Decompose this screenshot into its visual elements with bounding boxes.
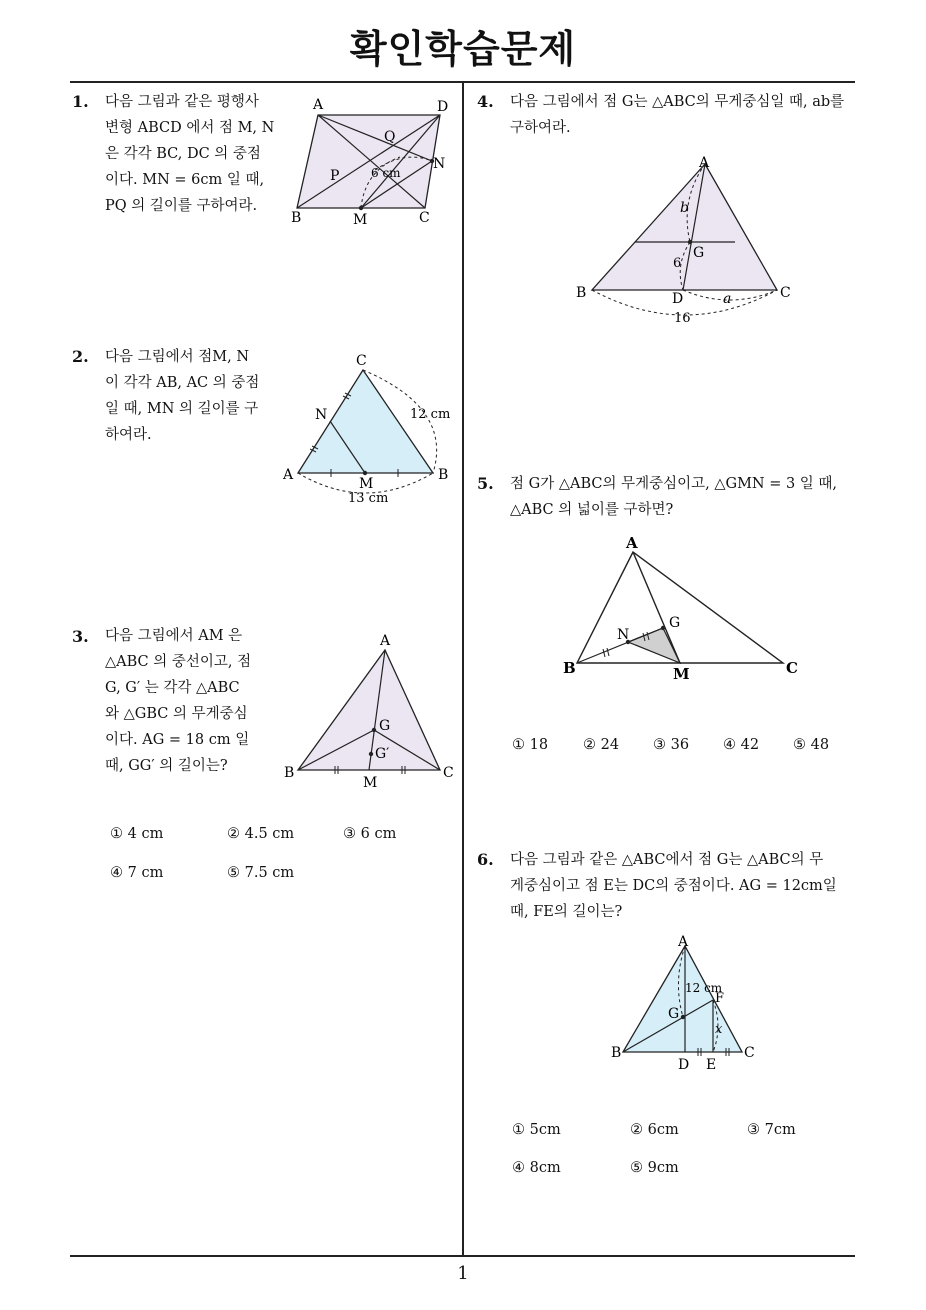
figure-parallelogram bbox=[285, 95, 460, 230]
problem-number: 1. bbox=[72, 92, 89, 111]
fig-label: M bbox=[673, 665, 690, 683]
problem-text bbox=[105, 344, 275, 448]
problem-text bbox=[105, 89, 275, 219]
choice-1[interactable]: ① 18 bbox=[512, 737, 549, 753]
choice-2[interactable]: ② 6cm bbox=[630, 1122, 679, 1138]
text-line: 이다. AG = 18 cm 일 bbox=[105, 732, 250, 748]
problem-number: 4. bbox=[477, 92, 494, 111]
fig-label: D bbox=[672, 291, 684, 307]
fig-label: G bbox=[668, 1006, 680, 1022]
text-line: 하여라. bbox=[105, 427, 152, 443]
fig-label: D bbox=[678, 1057, 690, 1073]
fig-label: Q bbox=[384, 129, 396, 145]
fig-label: G bbox=[669, 615, 681, 631]
fig-label: N bbox=[315, 407, 328, 423]
fig-label: E bbox=[706, 1057, 717, 1073]
fig-label: A bbox=[313, 97, 324, 113]
problem-number: 5. bbox=[477, 474, 494, 493]
fig-label: N bbox=[617, 627, 630, 643]
problem-text bbox=[105, 623, 265, 779]
text-line: PQ 의 길이를 구하여라. bbox=[105, 198, 258, 214]
text-line: 때, GG′ 의 길이는? bbox=[105, 758, 228, 774]
figure-triangle-gmn bbox=[555, 532, 805, 687]
fig-label: G′ bbox=[375, 746, 390, 762]
fig-label: M bbox=[359, 476, 374, 492]
text-line: G, G′ 는 각각 △ABC bbox=[105, 680, 240, 696]
fig-label: P bbox=[330, 168, 340, 184]
problem-number: 3. bbox=[72, 627, 89, 646]
figure-triangle-fe bbox=[605, 932, 765, 1077]
choice-5[interactable]: ⑤ 9cm bbox=[630, 1160, 679, 1176]
choice-4[interactable]: ④ 42 bbox=[723, 737, 760, 753]
text-line: 때, FE의 길이는? bbox=[510, 904, 623, 920]
figure-triangle-parallel bbox=[570, 150, 800, 330]
text-line: △ABC 의 넓이를 구하면? bbox=[510, 502, 674, 518]
fig-label: 12 cm bbox=[410, 407, 451, 422]
fig-label: A bbox=[699, 155, 710, 171]
problem-text bbox=[510, 847, 860, 925]
choice-3[interactable]: ③ 36 bbox=[653, 737, 690, 753]
fig-label: M bbox=[363, 775, 378, 791]
choice-3[interactable]: ③ 6 cm bbox=[343, 826, 397, 842]
fig-label: N bbox=[433, 156, 446, 172]
fig-label: C bbox=[786, 659, 798, 677]
problem-text bbox=[510, 89, 860, 141]
fig-label: 12 cm bbox=[685, 981, 723, 995]
text-line: 은 각각 BC, DC 의 중점 bbox=[105, 146, 261, 162]
choice-5[interactable]: ⑤ 48 bbox=[793, 737, 830, 753]
fig-label: x bbox=[715, 1022, 723, 1037]
choice-3[interactable]: ③ 7cm bbox=[747, 1122, 796, 1138]
fig-label: B bbox=[563, 659, 576, 677]
fig-label: B bbox=[576, 285, 587, 301]
fig-label: D bbox=[437, 99, 449, 115]
figure-triangle-midpoints bbox=[278, 348, 458, 508]
fig-label: M bbox=[353, 212, 368, 228]
fig-label: B bbox=[284, 765, 295, 781]
text-line: 이 각각 AB, AC 의 중점 bbox=[105, 375, 260, 391]
choice-1[interactable]: ① 5cm bbox=[512, 1122, 561, 1138]
fig-label: a bbox=[723, 291, 732, 307]
choice-2[interactable]: ② 4.5 cm bbox=[227, 826, 295, 842]
fig-label: B bbox=[611, 1045, 622, 1061]
text-line: 게중심이고 점 E는 DC의 중점이다. AG = 12cm일 bbox=[510, 878, 837, 894]
choice-5[interactable]: ⑤ 7.5 cm bbox=[227, 865, 295, 881]
column-divider bbox=[462, 83, 464, 1257]
fig-label: C bbox=[780, 285, 791, 301]
text-line: 일 때, MN 의 길이를 구 bbox=[105, 401, 259, 417]
fig-label: C bbox=[356, 353, 367, 369]
problem-number: 2. bbox=[72, 347, 89, 366]
bottom-rule bbox=[70, 1255, 855, 1257]
fig-label: A bbox=[283, 467, 294, 483]
text-line: △ABC 의 중선이고, 점 bbox=[105, 654, 252, 670]
choice-4[interactable]: ④ 7 cm bbox=[110, 865, 164, 881]
choice-1[interactable]: ① 4 cm bbox=[110, 826, 164, 842]
fig-label: F bbox=[715, 991, 725, 1006]
fig-label: B bbox=[291, 210, 302, 226]
fig-label: C bbox=[744, 1045, 755, 1061]
fig-label: G bbox=[693, 245, 705, 261]
text-line: 다음 그림에서 점M, N bbox=[105, 349, 250, 365]
fig-label: 6 cm bbox=[371, 166, 401, 180]
text-line: 와 △GBC 의 무게중심 bbox=[105, 706, 248, 722]
text-line: 변형 ABCD 에서 점 M, N bbox=[105, 120, 275, 136]
choice-4[interactable]: ④ 8cm bbox=[512, 1160, 561, 1176]
fig-label: 13 cm bbox=[348, 491, 389, 506]
problem-number: 6. bbox=[477, 850, 494, 869]
figure-triangle-centroids bbox=[280, 630, 460, 795]
problem-text bbox=[510, 471, 860, 523]
fig-label: G bbox=[379, 718, 391, 734]
text-line: 다음 그림에서 점 G는 △ABC의 무게중심일 때, ab를 bbox=[510, 94, 845, 110]
fig-label: A bbox=[380, 633, 391, 649]
text-line: 점 G가 △ABC의 무게중심이고, △GMN = 3 일 때, bbox=[510, 476, 838, 492]
fig-label: 16 bbox=[674, 311, 691, 326]
page-title: 확인학습문제 bbox=[349, 27, 577, 71]
fig-label: C bbox=[443, 765, 454, 781]
text-line: 구하여라. bbox=[510, 120, 571, 136]
fig-label: B bbox=[438, 467, 449, 483]
choice-2[interactable]: ② 24 bbox=[583, 737, 620, 753]
page-number: 1 bbox=[457, 1263, 469, 1284]
text-line: 이다. MN = 6cm 일 때, bbox=[105, 172, 265, 188]
fig-label: C bbox=[419, 210, 430, 226]
fig-label: A bbox=[626, 534, 638, 552]
fig-label: b bbox=[680, 200, 689, 216]
text-line: 다음 그림에서 AM 은 bbox=[105, 628, 243, 644]
text-line: 다음 그림과 같은 △ABC에서 점 G는 △ABC의 무 bbox=[510, 852, 824, 868]
fig-label: 6 bbox=[673, 256, 682, 271]
text-line: 다음 그림과 같은 평행사 bbox=[105, 94, 259, 110]
fig-label: A bbox=[678, 934, 689, 950]
